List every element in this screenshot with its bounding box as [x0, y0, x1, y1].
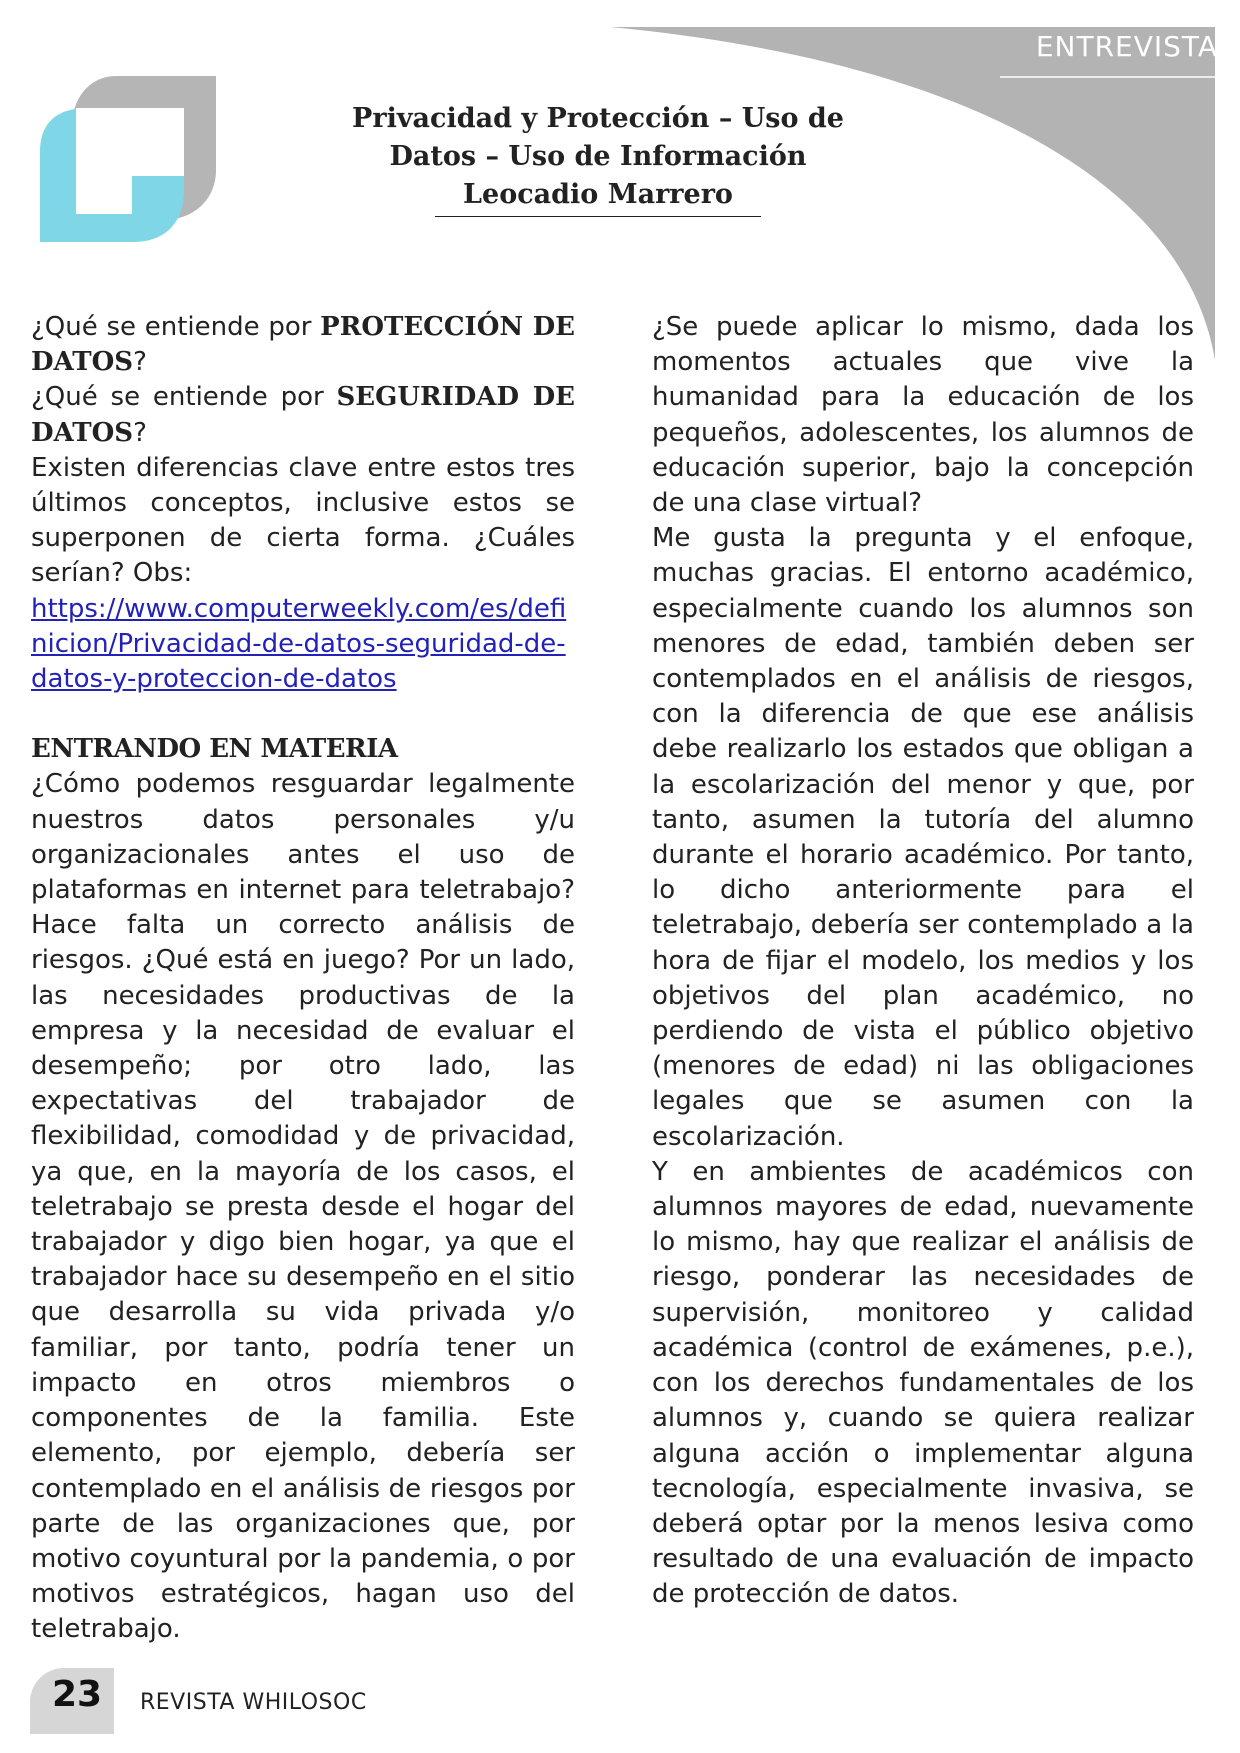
question-1-bold: PROTECCIÓN DE DATOS	[31, 312, 575, 378]
question-1-suffix: ?	[133, 347, 147, 378]
article-title	[348, 100, 848, 217]
title-author-wrap	[348, 176, 848, 217]
section-label: ENTREVISTA	[1035, 30, 1218, 63]
logo-white-slot	[76, 108, 184, 176]
right-paragraph-3: Y en ambientes de académicos con alumnos mayores de edad, nuevamente lo mismo, hay que realizar el análisis de riesgo, ponderar las necesidades de supervisión, monitoreo y calidad académica (control de exámenes, p.e.), con los derechos fundamentales de los alumnos y, cuando se quiera realizar alguna acción o implementar alguna tecnología, especialmente invasiva, se deberá optar por la menos lesiva como resultado de una evaluación de impacto de protección de datos.	[652, 1156, 1194, 1610]
magazine-name: REVISTA WHILOSOC	[140, 1690, 367, 1715]
section-heading: ENTRANDO EN MATERIA	[31, 734, 398, 765]
logo-white-inner	[76, 170, 132, 214]
magazine-logo-icon	[38, 70, 228, 250]
left-paragraph-2: ¿Cómo podemos resguardar legalmente nuestros datos personales y/u organizacionales antes el uso de plataformas en internet para teletrabajo? Hace falta un correcto análisis de riesgos. ¿Qué está en juego? Por un lado, las necesidades productivas de la empresa y la necesidad de evaluar el desempeño; por otro lado, las expectativas del trabajador de flexibilidad, comodidad y de privacidad, ya que, en la mayoría de los casos, el teletrabajo se presta desde el hogar del trabajador y digo bien hogar, ya que el trabajador hace su desempeño en el sitio que desarrolla su vida privada y/o familiar, por tanto, podría tener un impacto en otros miembros o componentes de la familia. Este elemento, por ejemplo, debería ser contemplado en el análisis de riesgos por parte de las organizaciones que, por motivo coyuntural por la pandemia, o por motivos estratégicos, hagan uso del teletrabajo.	[31, 769, 575, 1645]
question-2-suffix: ?	[133, 417, 147, 448]
right-paragraph-2: Me gusta la pregunta y el enfoque, muchas gracias. El entorno académico, especialmente cuando los alumnos son menores de edad, también deben ser contemplados en el análisis de riesgos, con la diferencia de que ese análisis debe realizarlo los estados que obligan a la escolarización del menor y que, por tanto, asumen la tutoría del alumno durante el horario académico. Por tanto, lo dicho anteriormente para el teletrabajo, debería ser contemplado a la hora de fijar el modelo, los medios y los objetivos del plan académico, no perdiendo de vista el público objetivo (menores de edad) ni las obligaciones legales que se asumen con la escolarización.	[652, 523, 1194, 1152]
reference-link[interactable]: https://www.computerweekly.com/es/definicion/Privacidad-de-datos-seguridad-de-datos-y-proteccion-de-datos	[31, 593, 567, 695]
question-1	[31, 310, 575, 380]
question-2-bold: SEGURIDAD DE DATOS	[31, 382, 575, 448]
page-number: 23	[52, 1674, 103, 1715]
right-paragraph-1: ¿Se puede aplicar lo mismo, dada los momentos actuales que vive la humanidad para la educación de los pequeños, adolescentes, los alumnos de educación superior, bajo la concepción de una clase virtual?	[652, 312, 1194, 519]
question-1-prefix: ¿Qué se entiende por	[31, 312, 321, 342]
left-paragraph-1: Existen diferencias clave entre estos tres últimos conceptos, inclusive estos se superponen de cierta forma. ¿Cuáles serían? Obs:	[31, 452, 575, 589]
left-column	[31, 310, 575, 1648]
title-line-2: Datos – Uso de Información	[389, 141, 807, 172]
title-line-1: Privacidad y Protección – Uso de	[352, 103, 844, 134]
right-column	[652, 310, 1194, 1613]
question-2	[31, 380, 575, 450]
article-author: Leocadio Marrero	[435, 176, 761, 217]
question-2-prefix: ¿Qué se entiende por	[31, 382, 337, 413]
